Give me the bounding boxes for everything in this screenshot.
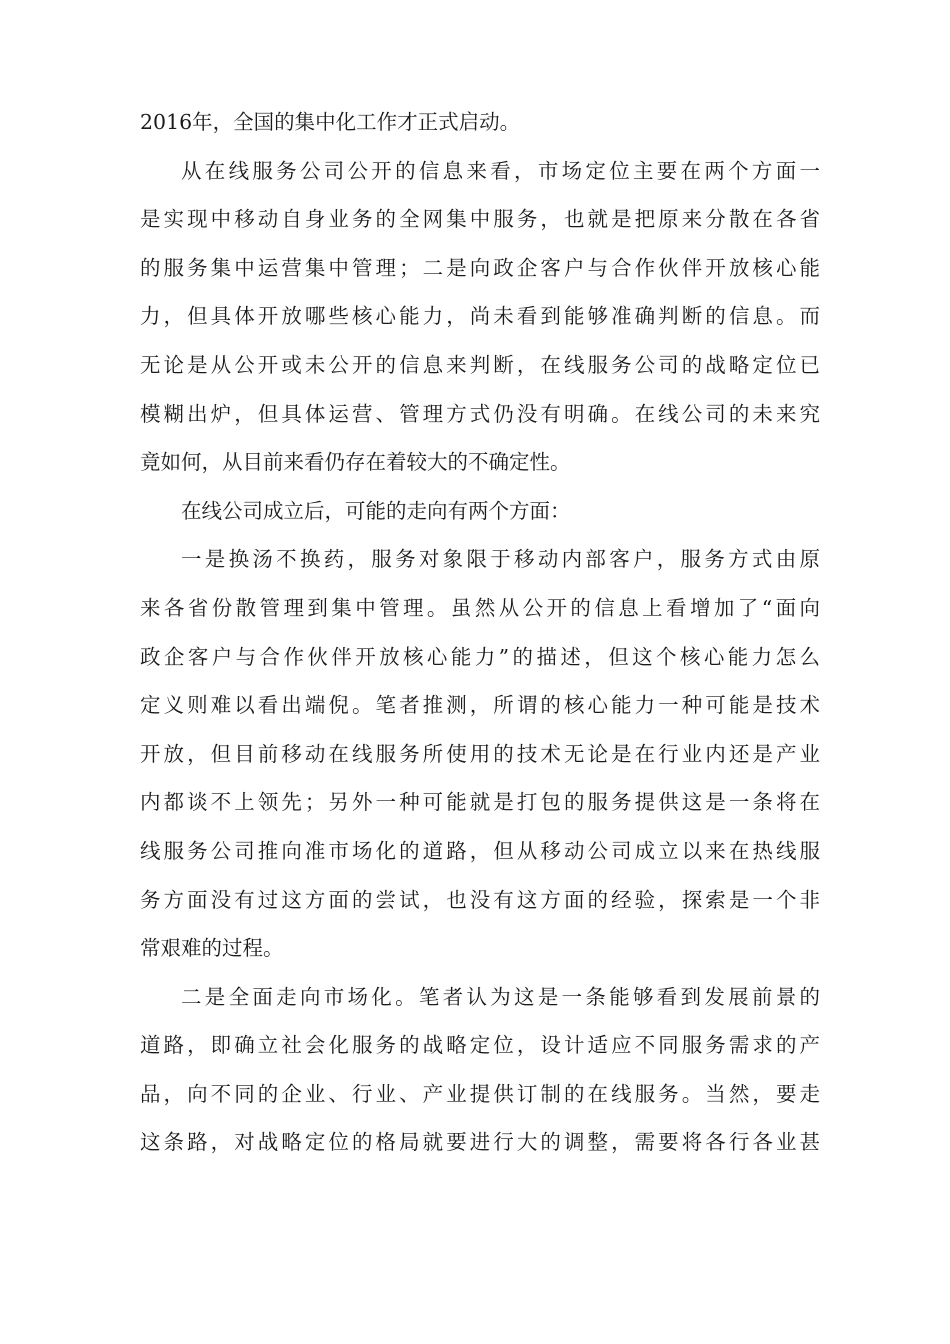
text-line: 的服务集中运营集中管理；二是向政企客户与合作伙伴开放核心能	[140, 255, 820, 280]
text-line: 从在线服务公司公开的信息来看，市场定位主要在两个方面一	[181, 158, 820, 183]
text-line: 一是换汤不换药，服务对象限于移动内部客户，服务方式由原	[181, 547, 820, 572]
text-line: 线服务公司推向准市场化的道路，但从移动公司成立以来在热线服	[140, 838, 820, 863]
text-line: 模糊出炉，但具体运营、管理方式仍没有明确。在线公司的未来究	[140, 401, 820, 426]
body-text	[140, 98, 820, 1167]
text-line: 二是全面走向市场化。笔者认为这是一条能够看到发展前景的	[181, 984, 820, 1009]
text-line: 力，但具体开放哪些核心能力，尚未看到能够准确判断的信息。而	[140, 304, 820, 329]
text-line: 道路，即确立社会化服务的战略定位，设计适应不同服务需求的产	[140, 1033, 820, 1058]
text-line: 务方面没有过这方面的尝试，也没有这方面的经验，探索是一个非	[140, 887, 820, 912]
text-line: 来各省份散管理到集中管理。虽然从公开的信息上看增加了“面向	[140, 595, 820, 620]
text-line: 政企客户与合作伙伴开放核心能力”的描述，但这个核心能力怎么	[140, 644, 820, 669]
text-line: 是实现中移动自身业务的全网集中服务，也就是把原来分散在各省	[140, 207, 820, 232]
text-line: 开放，但目前移动在线服务所使用的技术无论是在行业内还是产业	[140, 741, 820, 766]
text-line: 在线公司成立后，可能的走向有两个方面：	[181, 498, 571, 523]
text-line: 无论是从公开或未公开的信息来判断，在线服务公司的战略定位已	[140, 352, 820, 377]
text-line: 2016年，全国的集中化工作才正式启动。	[140, 110, 521, 134]
text-line: 定义则难以看出端倪。笔者推测，所谓的核心能力一种可能是技术	[140, 693, 820, 718]
text-line: 内都谈不上领先；另外一种可能就是打包的服务提供这是一条将在	[140, 790, 820, 815]
text-line: 品，向不同的企业、行业、产业提供订制的在线服务。当然，要走	[140, 1081, 820, 1106]
text-line: 竟如何，从目前来看仍存在着较大的不确定性。	[140, 450, 571, 475]
text-line: 常艰难的过程。	[140, 936, 284, 961]
text-line: 这条路，对战略定位的格局就要进行大的调整，需要将各行各业甚	[140, 1130, 820, 1155]
